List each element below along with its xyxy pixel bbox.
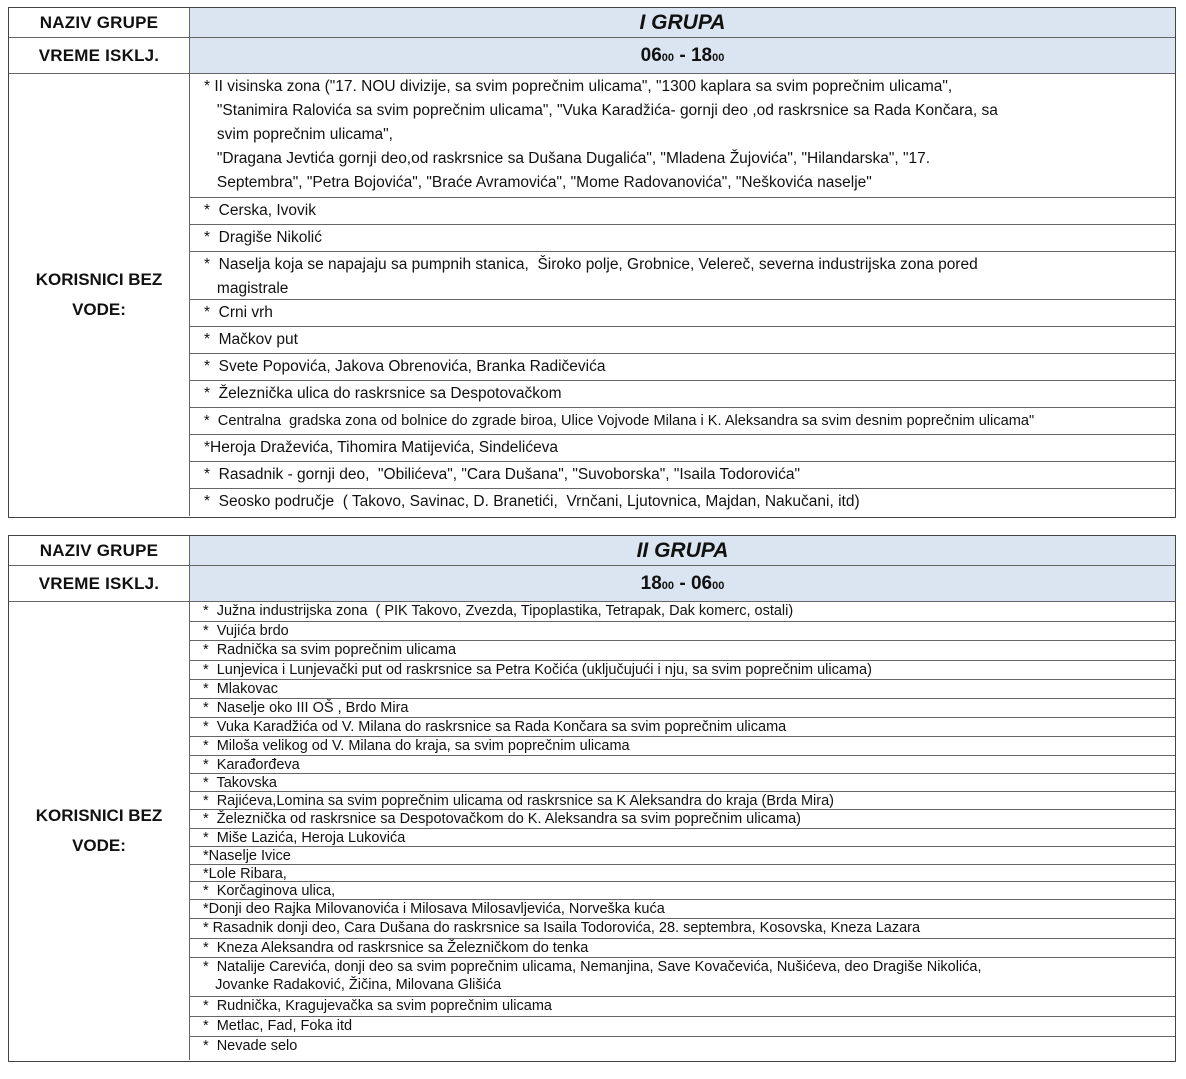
list-item: * Natalije Carevića, donji deo sa svim poprečnim ulicama, Nemanjina, Save Kovačevića, Nušićeva, deo Dragiše Nikolića, Jovanke Radaković, Žičina, Milovana Glišića <box>190 958 1175 997</box>
korisnici-bez-vode-label <box>9 74 190 516</box>
korisnici-label-line-2: VODE: <box>72 300 126 319</box>
shutoff-time-row <box>9 566 1175 602</box>
group-name: II GRUPA <box>190 536 1175 565</box>
list-item: * Miše Lazića, Heroja Lukovića <box>190 829 1175 847</box>
users-without-water-row <box>9 74 1175 516</box>
list-item: * Rajićeva,Lomina sa svim poprečnim ulicama od raskrsnice sa K Aleksandra do kraja (Brda Mira) <box>190 792 1175 810</box>
time-start-hour: 06 <box>640 44 662 66</box>
list-item: * Rudnička, Kragujevačka sa svim poprečnim ulicama <box>190 997 1175 1017</box>
time-separator: - <box>674 572 691 594</box>
list-item: * Rasadnik donji deo, Cara Dušana do raskrsnice sa Isaila Todorovića, 28. septembra, Kosovska, Kneza Lazara <box>190 919 1175 939</box>
users-without-water-row <box>9 602 1175 1060</box>
list-item: *Heroja Draževića, Tihomira Matijevića, Sindelićeva <box>190 435 1175 462</box>
list-item: * Dragiše Nikolić <box>190 225 1175 252</box>
list-item: * Svete Popovića, Jakova Obrenovića, Branka Radičevića <box>190 354 1175 381</box>
list-item: * Seosko područje ( Takovo, Savinac, D. Branetići, Vrnčani, Ljutovnica, Majdan, Nakučani, itd) <box>204 493 860 511</box>
list-item: * Naselja koja se napajaju sa pumpnih stanica, Široko polje, Grobnice, Velereč, severna industrijska zona pored magistrale <box>190 252 1175 301</box>
list-item: * Železnička od raskrsnice sa Despotovačkom do K. Aleksandra sa svim poprečnim ulicama) <box>190 810 1175 829</box>
list-item: * Vuka Karadžića od V. Milana do raskrsnice sa Rada Končara sa svim poprečnim ulicama <box>190 718 1175 737</box>
time-end-hour: 06 <box>690 572 713 594</box>
list-item: * Cerska, Ivovik <box>190 198 1175 225</box>
list-item: * II visinska zona ("17. NOU divizije, sa svim poprečnim ulicama", "1300 kaplara sa svim poprečnim ulicama", "Stanimira Ralovića sa svim poprečnim ulicama", "Vuka Karadžića- gornji deo ,od raskrsnice sa Rada Končara, sa svim poprečnim ulicama", "Dragana Jevtića gornji deo,od raskrsnice sa Dušana Dugalića", "Mladena Žujovića", "Hilandarska", "17. Septembra", "Petra Bojovića", "Braće Avramovića", "Mome Radovanovića", "Neškovića naselje" <box>190 74 1175 198</box>
list-item: * Naselje oko III OŠ , Brdo Mira <box>190 699 1175 718</box>
list-item: * Rasadnik - gornji deo, "Obilićeva", "Cara Dušana", "Suvoborska", "Isaila Todorovića" <box>190 462 1175 489</box>
list-item: * Železnička ulica do raskrsnice sa Despotovačkom <box>190 381 1175 408</box>
list-item: * Kneza Aleksandra od raskrsnice sa Železničkom do tenka <box>190 939 1175 958</box>
group-name: I GRUPA <box>190 8 1175 37</box>
list-item: * Mačkov put <box>190 327 1175 354</box>
list-item: * Korčaginova ulica, <box>190 882 1175 900</box>
vreme-isklj-label: VREME ISKLJ. <box>9 38 190 73</box>
list-item: * Takovska <box>190 774 1175 792</box>
list-item: * Lunjevica i Lunjevački put od raskrsnice sa Petra Kočića (uključujući i nju, sa svim poprečnim ulicama) <box>190 661 1175 680</box>
time-end-hour: 18 <box>690 44 713 66</box>
list-item: * Nevade selo <box>203 1038 298 1054</box>
time-start-hour: 18 <box>640 572 662 594</box>
list-item: * Južna industrijska zona ( PIK Takovo, Zvezda, Tipoplastika, Tetrapak, Dak komerc, ostali) <box>190 602 1175 622</box>
shutoff-time: 18 00 - 06 00 <box>190 566 1175 601</box>
list-item: * Mlakovac <box>190 680 1175 699</box>
list-item: * Karađorđeva <box>190 756 1175 774</box>
naziv-grupe-label: NAZIV GRUPE <box>9 536 190 565</box>
korisnici-label-line-1: KORISNICI BEZ <box>35 270 163 289</box>
list-item: * Miloša velikog od V. Milana do kraja, sa svim poprečnim ulicama <box>190 737 1175 756</box>
group-name-row <box>9 536 1175 566</box>
vreme-isklj-label: VREME ISKLJ. <box>9 566 190 601</box>
list-item: * Crni vrh <box>190 300 1175 327</box>
list-item: * Radnička sa svim poprečnim ulicama <box>190 641 1175 661</box>
korisnici-label-line-1: KORISNICI BEZ <box>35 806 163 825</box>
list-item: * Vujića brdo <box>190 622 1175 641</box>
group-name-row <box>9 8 1175 38</box>
list-item: *Donji deo Rajka Milovanovića i Milosava Milosavljevića, Norveška kuća <box>190 900 1175 919</box>
shutoff-time-row <box>9 38 1175 74</box>
time-separator: - <box>674 44 691 66</box>
list-item: *Naselje Ivice <box>190 847 1175 865</box>
shutoff-time: 06 00 - 18 00 <box>190 38 1175 73</box>
affected-areas-list <box>190 74 1175 516</box>
list-item: * Metlac, Fad, Foka itd <box>190 1017 1175 1037</box>
naziv-grupe-label: NAZIV GRUPE <box>9 8 190 37</box>
group-table-2 <box>8 535 1176 1062</box>
korisnici-label-line-2: VODE: <box>72 836 126 855</box>
affected-areas-list <box>190 602 1175 1060</box>
list-item: *Lole Ribara, <box>190 865 1175 882</box>
korisnici-bez-vode-label <box>9 602 190 1060</box>
group-table-1 <box>8 7 1176 518</box>
list-item: * Centralna gradska zona od bolnice do zgrade biroa, Ulice Vojvode Milana i K. Aleksandra sa svim desnim poprečnim ulicama" <box>190 408 1175 435</box>
